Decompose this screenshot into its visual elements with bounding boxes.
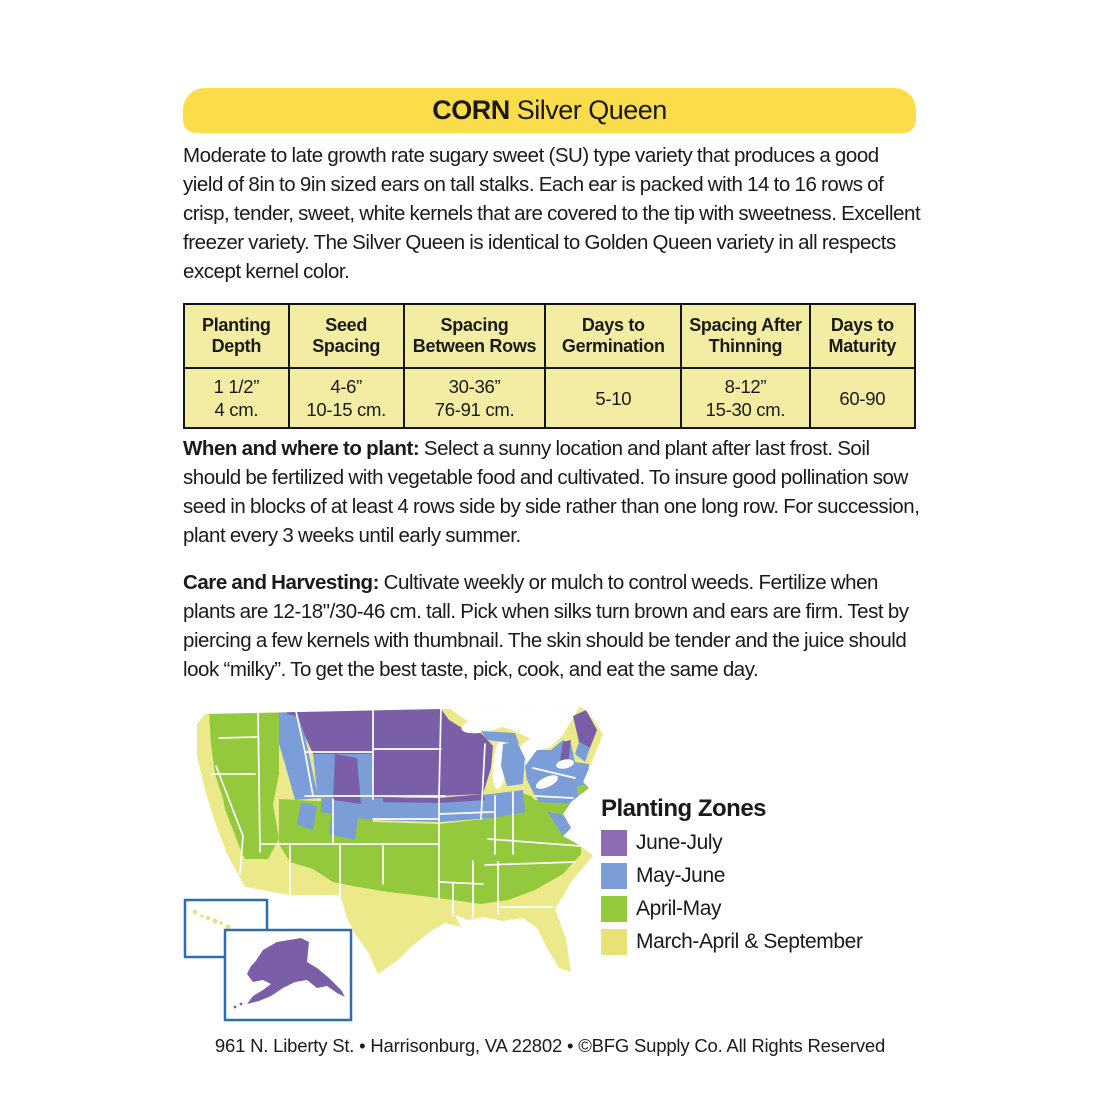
growing-info-table xyxy=(183,303,916,429)
table-value-cell: 4-6” 10-15 cm. xyxy=(289,368,404,428)
footer-address: 961 N. Liberty St. • Harrisonburg, VA 22802 • ©BFG Supply Co. All Rights Reserved xyxy=(214,1035,886,1056)
table-header-cell: Seed Spacing xyxy=(289,304,404,368)
legend-item xyxy=(601,863,891,889)
alaska-inset xyxy=(225,930,351,1020)
zone-label: June-July xyxy=(636,831,723,854)
table-value-cell: 60-90 xyxy=(810,368,915,428)
legend-title: Planting Zones xyxy=(601,795,767,822)
zone-label: March-April & September xyxy=(636,930,863,953)
table-value-cell: 1 1/2” 4 cm. xyxy=(184,368,289,428)
table-value-cell: 5-10 xyxy=(545,368,681,428)
table-value-row xyxy=(184,368,915,428)
table-header-cell: Planting Depth xyxy=(184,304,289,368)
section-care-harvesting xyxy=(183,568,923,684)
description-text: Moderate to late growth rate sugary sweet (SU) type variety that produces a good yield of 8in to 9in sized ears on tall stalks. Each ear is packed with 14 to 16 rows of crisp, tender, sweet, white kernels that are covered to the tip with sweetness. Excellent freezer variety. The Silver Queen is identical to Golden Queen variety in all respects except kernel color. xyxy=(183,144,921,283)
zone-swatch-april-may xyxy=(601,896,627,922)
product-name: CORN xyxy=(432,95,510,125)
table-value-cell: 30-36” 76-91 cm. xyxy=(404,368,546,428)
zone-swatch-june-july xyxy=(601,830,627,856)
section-label: When and where to plant: xyxy=(183,437,420,460)
header-bar xyxy=(183,88,916,133)
section-text: Cultivate weekly or mulch to control weeds. Fertilize when plants are 12-18"/30-46 cm. tall. Pick when silks turn brown and ears are firm. Test by piercing a few kernels with thumbnail. The skin should be tender and the juice should look “milky”. To get the best taste, pick, cook, and eat the same day. xyxy=(183,571,909,681)
table-header-cell: Days to Germination xyxy=(545,304,681,368)
legend-item xyxy=(601,896,891,922)
us-planting-zones-map xyxy=(183,704,613,1024)
zone-label: April-May xyxy=(636,897,722,920)
zone-swatch-may-june xyxy=(601,863,627,889)
variety-name: Silver Queen xyxy=(509,95,667,125)
table-header-cell: Spacing After Thinning xyxy=(681,304,809,368)
planting-zones-legend xyxy=(601,795,891,962)
table-value-cell: 8-12” 15-30 cm. xyxy=(681,368,809,428)
table-header-row xyxy=(184,304,915,368)
section-label: Care and Harvesting: xyxy=(183,571,380,594)
section-when-where-to-plant xyxy=(183,434,923,550)
table-header-cell: Spacing Between Rows xyxy=(404,304,546,368)
zone-swatch-march-april-september xyxy=(601,929,627,955)
section-text: Select a sunny location and plant after last frost. Soil should be fertilized with vegetable food and cultivated. To insure good pollination sow seed in blocks of at least 4 rows side by side rather than one long row. For succession, plant every 3 weeks until early summer. xyxy=(183,437,920,547)
legend-item xyxy=(601,929,891,955)
zone-label: May-June xyxy=(636,864,726,887)
table-header-cell: Days to Maturity xyxy=(810,304,915,368)
legend-item xyxy=(601,830,891,856)
